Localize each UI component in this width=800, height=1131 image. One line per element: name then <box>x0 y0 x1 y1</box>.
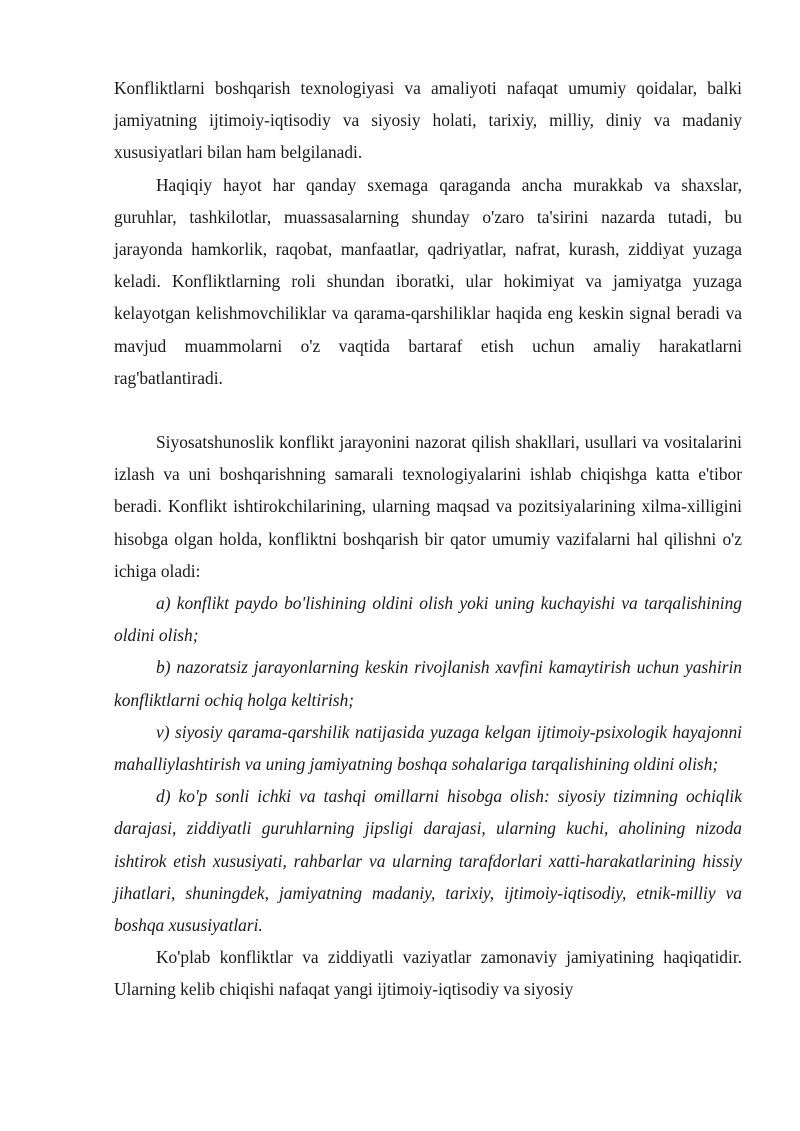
list-item-v: v) siyosiy qarama-qarshilik natijasida yuzaga kelgan ijtimoiy-psixologik hayajonni mahalliylashtirish va uning jamiyatning boshqa sohalariga tarqalishining oldini olish; <box>114 721 742 775</box>
list-item-b: b) nazoratsiz jarayonlarning keskin rivojlanish xavfini kamaytirish uchun yashirin konfliktlarni ochiq holga keltirish; <box>114 657 742 710</box>
list-item-d: d) ko'p sonli ichki va tashqi omillarni hisobga olish: siyosiy tizimning ochiqlik darajasi, ziddiyatli guruhlarning jipsligi darajasi, ularning kuchi, aholining nizoda ishtirok etish xususiyati, rahbarlar va ularning tarafdorlari xatti-harakatlarining hissiy jihatlari, shuningdek, jamiyatning madaniy, tarixiy, ijtimoiy-iqtisodiy, etnik-milliy va boshqa xususiyatlari. <box>114 786 742 936</box>
document-page <box>114 72 742 1006</box>
paragraph-1: Konfliktlarni boshqarish texnologiyasi va amaliyoti nafaqat umumiy qoidalar, balki jamiyatning ijtimoiy-iqtisodiy va siyosiy holati, tarixiy, milliy, diniy va madaniy xususiyatlari bilan ham belgilanadi. <box>114 78 742 163</box>
list-item-a: a) konflikt paydo bo'lishining oldini olish yoki uning kuchayishi va tarqalishining oldini olish; <box>114 593 742 646</box>
blank-line <box>114 394 742 426</box>
paragraph-3: Siyosatshunoslik konflikt jarayonini nazorat qilish shakllari, usullari va vositalarini izlash va uni boshqarishning samarali texnologiyalarini ishlab chiqishga katta e'tibor beradi. Konflikt ishtirokchilarining, ularning maqsad va pozitsiyalarining xilma-xilligini hisobga olgan holda, konfliktni boshqarish bir qator umumiy vazifalarni hal qilishni o'z ichiga oladi: <box>114 432 742 581</box>
paragraph-4: Ko'plab konfliktlar va ziddiyatli vaziyatlar zamonaviy jamiyatining haqiqatidir. Ularning kelib chiqishi nafaqat yangi ijtimoiy-iqtisodiy va siyosiy <box>114 947 742 1000</box>
paragraph-2: Haqiqiy hayot har qanday sxemaga qaraganda ancha murakkab va shaxslar, guruhlar, tashkilotlar, muassasalarning shunday o'zaro ta'sirini nazarda tutadi, bu jarayonda hamkorlik, raqobat, manfaatlar, qadriyatlar, nafrat, kurash, ziddiyat yuzaga keladi. Konfliktlarning roli shundan iboratki, ular hokimiyat va jamiyatga yuzaga kelayotgan kelishmovchiliklar va qarama-qarshiliklar haqida eng keskin signal beradi va mavjud muammolarni o'z vaqtida bartaraf etish uchun amaliy harakatlarni rag'batlantiradi. <box>114 174 742 388</box>
